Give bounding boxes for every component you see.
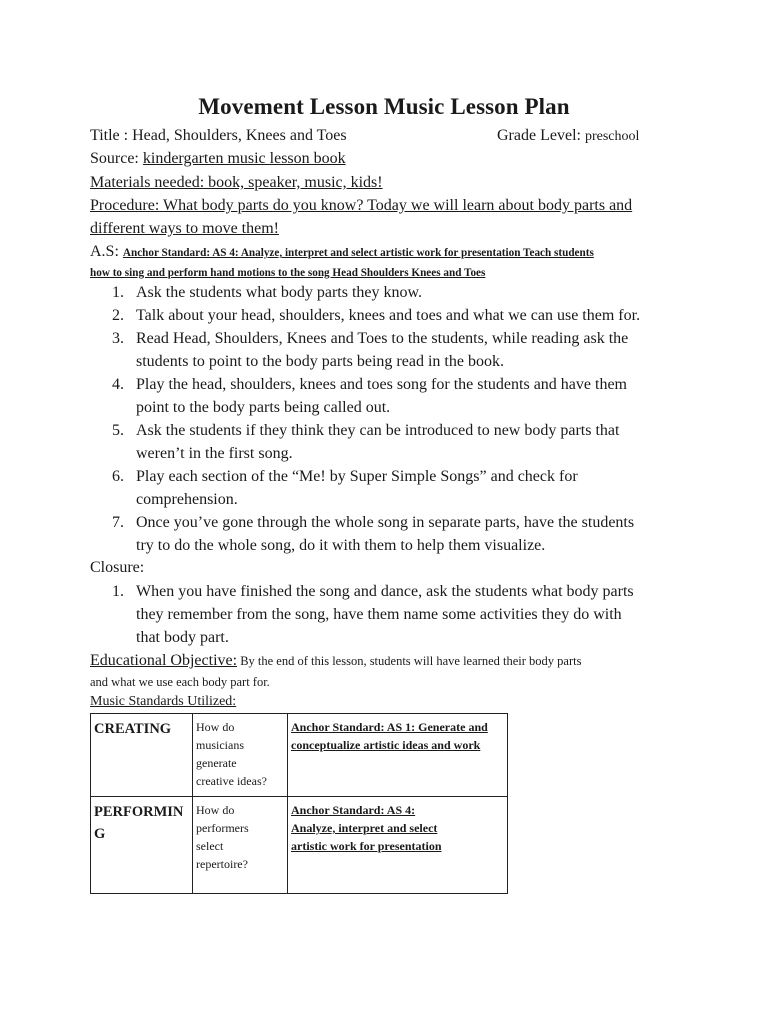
procedure-step-text-line: Play the head, shoulders, knees and toes song for the students and have them [136,376,627,393]
closure-step-item [90,580,680,649]
standard-question-text: How do [196,803,235,817]
procedure-step-text-line: Ask the students what body parts they know. [136,284,423,301]
source-line [90,150,346,168]
grade-label: Grade Level: [497,127,585,144]
procedure-step-number: 7. [112,514,124,531]
standard-anchor-text: conceptualize artistic ideas and work [291,738,481,752]
music-standards-table [90,713,508,894]
standard-anchor-cell [288,714,508,797]
objective-text-1: By the end of this lesson, students will have learned their body parts [237,654,582,668]
procedure-step-text-line: comprehension. [136,491,238,508]
as-label: A.S: [90,243,123,260]
standard-anchor-text: Analyze, interpret and select [291,821,438,835]
procedure-step-text-line: try to do the whole song, do it with them to help them visualize. [136,537,546,554]
source-label: Source: [90,150,143,167]
document-title: Movement Lesson Music Lesson Plan [198,94,570,119]
standard-question-text: How do [196,720,235,734]
standards-row [91,797,508,894]
title-value: Head, Shoulders, Knees and Toes [132,127,347,144]
standard-category-cell [91,797,193,894]
procedure-step-item [90,511,680,557]
standard-question-text: generate [196,756,237,770]
procedure-step-text-line: Play each section of the “Me! by Super Simple Songs” and check for [136,468,578,485]
procedure-step-number: 1. [112,284,124,301]
standard-question-text: repertoire? [196,857,248,871]
standard-anchor-cell [288,797,508,894]
as-text-2: how to sing and perform hand motions to the song Head Shoulders Knees and Toes [90,267,486,279]
as-text-1: Anchor Standard: AS 4: Analyze, interpret and select artistic work for presentation Teach students [122,247,594,259]
procedure-step-number: 6. [112,468,124,485]
procedure-step-text-line: Ask the students if they think they can be introduced to new body parts that [136,422,620,439]
standards-row [91,714,508,797]
closure-step-number: 1. [112,583,124,600]
procedure-step-text-line: point to the body parts being called out. [136,399,391,416]
grade-level [497,127,639,145]
procedure-step-number: 2. [112,307,124,324]
title-label: Title : [90,127,133,144]
procedure-steps-list [90,281,680,557]
anchor-standard-line-1 [90,243,594,261]
standard-category-text: G [94,826,106,842]
procedure-line-1: Procedure: What body parts do you know? Today we will learn about body parts and [90,197,633,214]
standard-category-text: CREATING [94,721,172,737]
procedure-step-text-line: Read Head, Shoulders, Knees and Toes to the students, while reading ask the [136,330,629,347]
procedure-step-text-line: weren’t in the first song. [136,445,293,462]
objective-line-1 [90,652,581,670]
procedure-step-item [90,419,680,465]
closure-step-text-line: they remember from the song, have them name some activities they do with [136,606,622,623]
materials-line: Materials needed: book, speaker, music, kids! [90,174,383,191]
standard-question-text: creative ideas? [196,774,267,788]
procedure-step-number: 3. [112,330,124,347]
objective-label: Educational Objective: [90,652,238,669]
standard-category-cell [91,714,193,797]
source-value: kindergarten music lesson book [142,150,346,167]
standard-question-text: musicians [196,738,244,752]
procedure-line-2: different ways to move them! [90,220,279,237]
standard-question-text: select [196,839,224,853]
music-standards-label: Music Standards Utilized: [90,694,237,709]
title-line [90,127,347,145]
procedure-step-number: 5. [112,422,124,439]
closure-label: Closure: [90,559,145,576]
standard-anchor-text: Anchor Standard: AS 1: Generate and [291,720,488,734]
procedure-step-text-line: Talk about your head, shoulders, knees and toes and what we can use them for. [136,307,641,324]
closure-step-text-line: When you have finished the song and dance, ask the students what body parts [136,583,634,600]
procedure-step-number: 4. [112,376,124,393]
procedure-step-item [90,465,680,511]
procedure-step-text-line: Once you’ve gone through the whole song in separate parts, have the students [136,514,635,531]
procedure-step-item [90,281,680,304]
standard-anchor-text: Anchor Standard: AS 4: [291,803,416,817]
standard-question-cell [193,797,288,894]
closure-steps-list [90,580,680,649]
anchor-standard-line-2 [90,263,485,281]
standard-category-text: PERFORMIN [94,804,184,820]
standard-anchor-text: artistic work for presentation [291,839,442,853]
procedure-step-text-line: students to point to the body parts being read in the book. [136,353,504,370]
closure-step-text-line: that body part. [136,629,229,646]
standard-question-cell [193,714,288,797]
procedure-step-item [90,327,680,373]
objective-line-2: and what we use each body part for. [90,675,270,689]
procedure-step-item [90,304,680,327]
grade-value: preschool [584,129,640,144]
procedure-step-item [90,373,680,419]
standard-question-text: performers [196,821,249,835]
